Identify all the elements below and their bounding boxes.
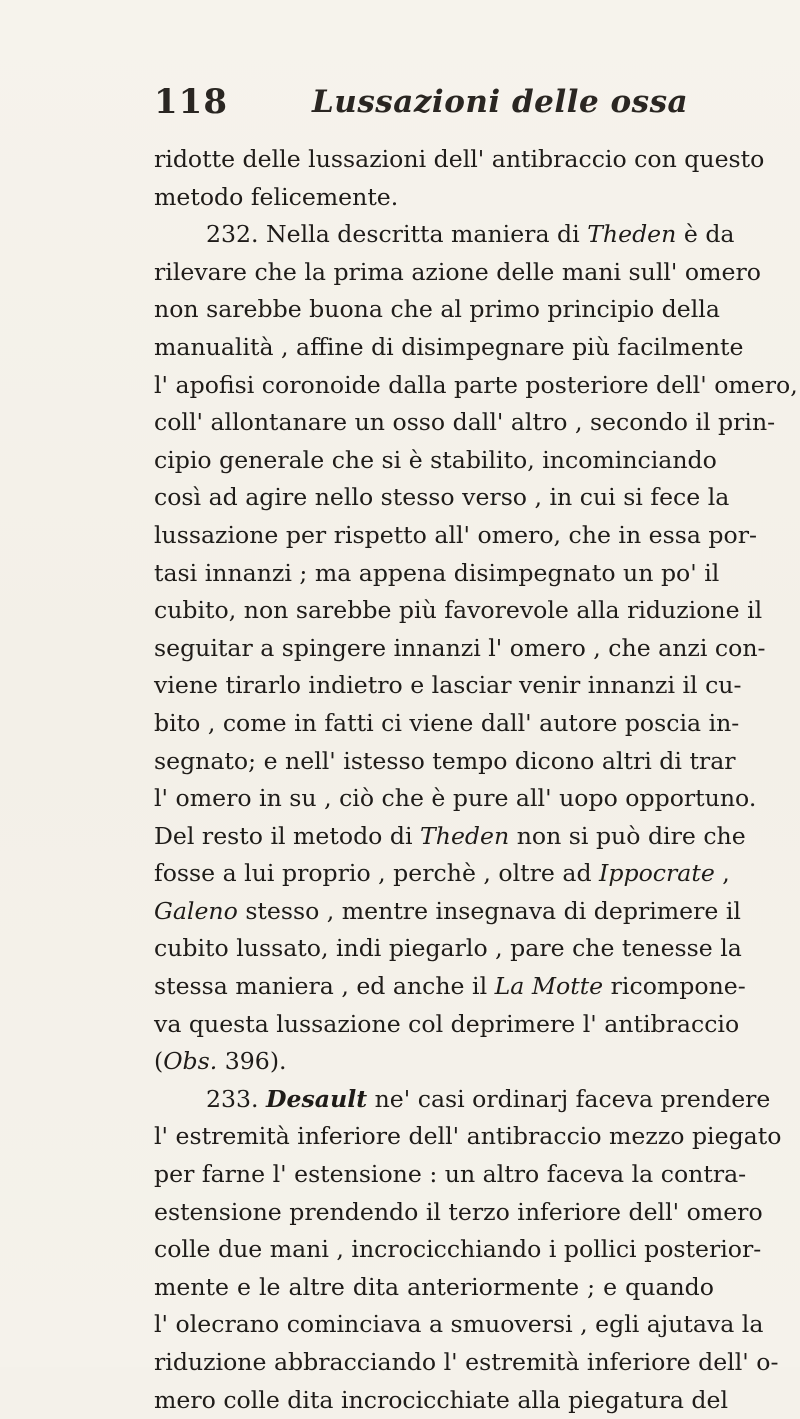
author-name: Ippocrate xyxy=(599,859,715,888)
text-line: mero colle dita incrocicchiate alla piegatura del xyxy=(154,1385,729,1414)
author-name: Desault xyxy=(266,1084,368,1113)
text-line: riduzione abbracciando l' estremità inferiore dell' o- xyxy=(154,1348,779,1376)
text-line: Galeno stesso , mentre insegnava di deprimere il xyxy=(154,896,741,925)
text-line: l' apofisi coronoide dalla parte posteriore dell' omero, xyxy=(154,370,798,399)
text-line: rilevare che la prima azione delle mani sull' omero xyxy=(154,257,761,286)
text-line: colle due mani , incrocicchiando i pollici posterior- xyxy=(154,1235,762,1264)
author-name: Theden xyxy=(587,220,677,249)
text-line: l' estremità inferiore dell' antibraccio mezzo piegato xyxy=(154,1122,782,1151)
paragraph-232-start: 232. Nella descritta maniera di Theden è da xyxy=(206,220,735,249)
text-line: viene tirarlo indietro e lasciar venir innanzi il cu- xyxy=(154,671,742,700)
author-name: Theden xyxy=(420,821,510,850)
text-line: manualità , affine di disimpegnare più facilmente xyxy=(154,332,744,361)
citation-line: (Obs. 396). xyxy=(154,1047,287,1076)
text-line: stessa maniera , ed anche il La Motte ricompone- xyxy=(154,972,746,1001)
text-line: l' omero in su , ciò che è pure all' uopo opportuno. xyxy=(154,784,757,813)
page-number: 118 xyxy=(154,82,228,122)
text-line: per farne l' estensione : un altro faceva la contra- xyxy=(154,1160,747,1189)
text-line: seguitar a spingere innanzi l' omero , che anzi con- xyxy=(154,633,766,662)
text-line: mente e le altre dita anteriormente ; e quando xyxy=(154,1272,714,1301)
body-text xyxy=(154,141,798,1419)
text-line: ridotte delle lussazioni dell' antibraccio con questo xyxy=(154,145,765,173)
text-line: così ad agire nello stesso verso , in cui si fece la xyxy=(154,483,730,512)
text-line: metodo felicemente. xyxy=(154,182,399,211)
text-line: segnato; e nell' istesso tempo dicono altri di trar xyxy=(154,746,736,775)
author-name: La Motte xyxy=(494,972,604,1001)
text-line: Del resto il metodo di Theden non si può dire che xyxy=(154,821,746,850)
text-line: lussazione per rispetto all' omero, che in essa por- xyxy=(154,520,757,549)
paragraph-233-start: 233. Desault ne' casi ordinarj faceva prendere xyxy=(206,1084,771,1113)
text-line: cubito lussato, indi piegarlo , pare che tenesse la xyxy=(154,934,742,963)
text-line: coll' allontanare un osso dall' altro , secondo il prin- xyxy=(154,408,776,437)
text-line: bito , come in fatti ci viene dall' autore poscia in- xyxy=(154,708,740,737)
page-header xyxy=(154,82,714,126)
text-line: va questa lussazione col deprimere l' antibraccio xyxy=(154,1009,740,1038)
citation-abbrev: Obs. xyxy=(163,1047,218,1076)
text-line: tasi innanzi ; ma appena disimpegnato un po' il xyxy=(154,558,720,587)
text-line: fosse a lui proprio , perchè , oltre ad Ippocrate , xyxy=(154,859,730,888)
text-line: non sarebbe buona che al primo principio della xyxy=(154,295,720,324)
text-line: estensione prendendo il terzo inferiore dell' omero xyxy=(154,1197,763,1226)
text-line: cubito, non sarebbe più favorevole alla riduzione il xyxy=(154,596,763,625)
text-line: cipio generale che si è stabilito, incominciando xyxy=(154,445,717,474)
author-name: Galeno xyxy=(154,896,238,925)
text-line: l' olecrano cominciava a smuoversi , egli ajutava la xyxy=(154,1310,764,1339)
running-title: Lussazioni delle ossa xyxy=(312,84,689,120)
